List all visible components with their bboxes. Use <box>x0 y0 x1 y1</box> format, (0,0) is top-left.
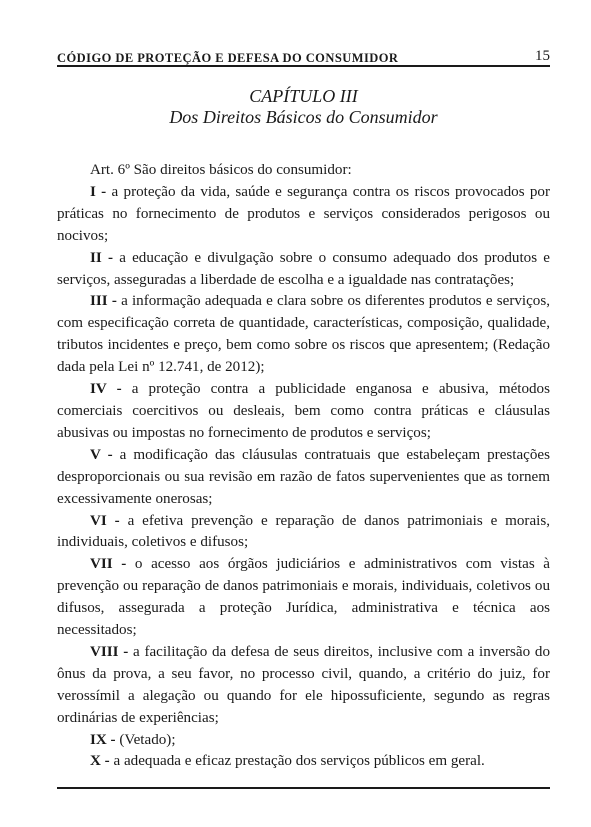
article-item <box>57 730 550 752</box>
item-text: a proteção da vida, saúde e segurança contra os riscos provocados por práticas no fornecimento de produtos e serviços considerados perigosos ou nocivos; <box>57 183 550 244</box>
item-number: VI - <box>90 512 120 529</box>
header-rule <box>57 65 550 67</box>
article-intro: Art. 6º São direitos básicos do consumidor: <box>90 162 352 178</box>
item-text: a facilitação da defesa de seus direitos, inclusive com a inversão do ônus da prova, a seu favor, no processo civil, quando, a critério do juiz, for verossímil a alegação ou quando for ele hipossuficiente, segundo as regras ordinárias de experiências; <box>57 643 550 726</box>
article-item <box>57 445 550 511</box>
item-text: a educação e divulgação sobre o consumo adequado dos produtos e serviços, asseguradas a liberdade de escolha e a igualdade nas contratações; <box>57 249 550 288</box>
article-body <box>57 160 550 773</box>
item-number: IX - <box>90 731 116 748</box>
page-header <box>57 42 550 64</box>
item-text: a adequada e eficaz prestação dos serviços públicos em geral. <box>113 753 485 770</box>
article-item <box>57 751 550 773</box>
article-item <box>57 379 550 445</box>
article-item <box>57 291 550 379</box>
item-text: a proteção contra a publicidade enganosa e abusiva, métodos comerciais coercitivos ou desleais, bem como contra práticas e cláusulas abusivas ou impostas no fornecimento de produtos e serviços; <box>57 381 550 441</box>
item-text: a informação adequada e clara sobre os diferentes produtos e serviços, com especificação correta de quantidade, características, composição, qualidade, tributos incidentes e preço, bem como sobre os riscos que apresentem; (Redação dada pela Lei nº 12.741, de 2012); <box>57 293 550 376</box>
page-number: 15 <box>535 48 550 64</box>
article-item <box>57 642 550 730</box>
item-number: X - <box>90 753 110 770</box>
article-item <box>57 248 550 292</box>
chapter-heading <box>57 86 550 128</box>
item-number: V - <box>90 446 113 463</box>
chapter-title: CAPÍTULO III <box>249 86 358 106</box>
item-text: a efetiva prevenção e reparação de danos patrimoniais e morais, individuais, coletivos e difusos; <box>57 512 550 551</box>
item-number: VII - <box>90 556 127 573</box>
chapter-subtitle: Dos Direitos Básicos do Consumidor <box>169 107 438 127</box>
item-number: IV - <box>90 381 122 398</box>
item-number: III - <box>90 293 117 310</box>
item-text: (Vetado); <box>119 731 176 748</box>
item-number: VIII - <box>90 643 129 660</box>
item-text: a modificação das cláusulas contratuais que estabeleçam prestações desproporcionais ou sua revisão em razão de fatos supervenientes que as tornem excessivamente onerosas; <box>57 446 550 507</box>
article-item <box>57 182 550 248</box>
article-item <box>57 511 550 555</box>
article-item <box>57 554 550 642</box>
item-text: o acesso aos órgãos judiciários e administrativos com vistas à prevenção ou reparação de danos patrimoniais e morais, individuais, coletivos ou difusos, assegurada a proteção Jurídica, administrativa e técnica aos necessitados; <box>57 556 551 639</box>
item-number: II - <box>90 249 113 266</box>
item-number: I - <box>90 183 107 200</box>
running-title: CÓDIGO DE PROTEÇÃO E DEFESA DO CONSUMIDOR <box>57 50 399 65</box>
footer-rule <box>57 787 550 789</box>
